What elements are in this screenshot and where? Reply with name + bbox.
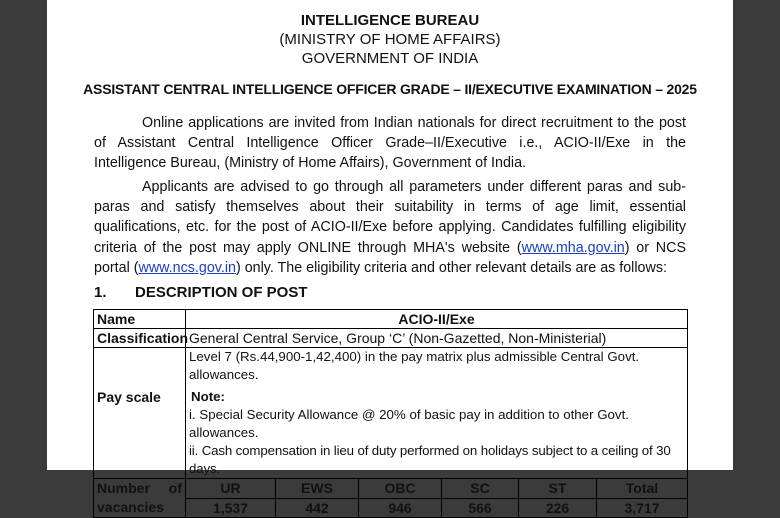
count-ur: 1,537 — [186, 498, 276, 518]
category-ur: UR — [186, 479, 276, 499]
vacancies-label-number: Number — [97, 480, 150, 496]
category-total: Total — [597, 479, 688, 499]
mha-website-link[interactable]: www.mha.gov.in — [521, 239, 625, 256]
payscale-cell — [186, 348, 688, 479]
table-row — [94, 348, 688, 479]
count-obc: 946 — [359, 498, 442, 518]
exam-title: ASSISTANT CENTRAL INTELLIGENCE OFFICER GRADE – II/EXECUTIVE EXAMINATION – 2025 — [83, 81, 697, 97]
payscale-value: Level 7 (Rs.44,900-1,42,400) in the pay matrix plus admissible Central Govt. allowances. — [189, 349, 640, 382]
count-ews: 442 — [276, 498, 359, 518]
note-item-2: ii. Cash compensation in lieu of duty performed on holidays subject to a ceiling of 30 days. — [189, 443, 671, 476]
payscale-label: Pay scale — [94, 348, 186, 479]
table-row — [94, 479, 688, 499]
post-name: ACIO-II/Exe — [186, 310, 688, 329]
document-page — [47, 0, 733, 516]
category-ews: EWS — [276, 479, 359, 499]
post-description-table — [93, 309, 688, 518]
category-obc: OBC — [359, 479, 442, 499]
instructions-text: Applicants are advised to go through all parameters under different paras and sub-paras and satisfy themselves about their suitability in terms of age limit, essential qualifications, etc. for the post of ACIO-II/Exe before applying. Candidates fulfilling eligibility criteria of the post may apply ONLINE through MHA's website ( — [94, 179, 686, 256]
org-title: INTELLIGENCE BUREAU — [300, 12, 480, 29]
table-row — [94, 310, 688, 329]
ministry-line: (MINISTRY OF HOME AFFAIRS) — [279, 31, 501, 48]
classification-value: General Central Service, Group ‘C’ (Non-Gazetted, Non-Ministerial) — [186, 329, 688, 348]
intro-text: Online applications are invited from Indian nationals for direct recruitment to the post of Assistant Central Intelligence Officer Grade–II/Executive i.e., ACIO-II/Exe in the Intelligence Bureau, (Ministry of Home Affairs), Government of India. — [94, 115, 686, 172]
instructions-text-mid: ) or NCS portal ( — [94, 239, 686, 276]
count-st: 226 — [519, 498, 597, 518]
name-label: Name — [94, 310, 186, 329]
note-title: Note: — [191, 389, 225, 404]
vacancies-label-vacancies: vacancies — [97, 499, 164, 515]
instructions-text-end: ) only. The eligibility criteria and other relevant details are as follows: — [235, 259, 667, 276]
section-title: DESCRIPTION OF POST — [135, 284, 308, 301]
section-number: 1. — [94, 284, 107, 301]
vacancies-label — [94, 479, 186, 518]
government-line: GOVERNMENT OF INDIA — [301, 50, 479, 67]
instructions-paragraph — [94, 177, 686, 278]
vacancies-label-of: of — [168, 480, 182, 496]
intro-paragraph — [94, 113, 686, 174]
ncs-portal-link[interactable]: www.ncs.gov.in — [138, 259, 236, 276]
count-total: 3,717 — [597, 498, 688, 518]
table-row — [94, 329, 688, 348]
count-sc: 566 — [442, 498, 519, 518]
category-st: ST — [519, 479, 597, 499]
note-item-1: i. Special Security Allowance @ 20% of basic pay in addition to other Govt. allowances. — [189, 407, 629, 440]
classification-label: Classification — [94, 329, 186, 348]
category-sc: SC — [442, 479, 519, 499]
